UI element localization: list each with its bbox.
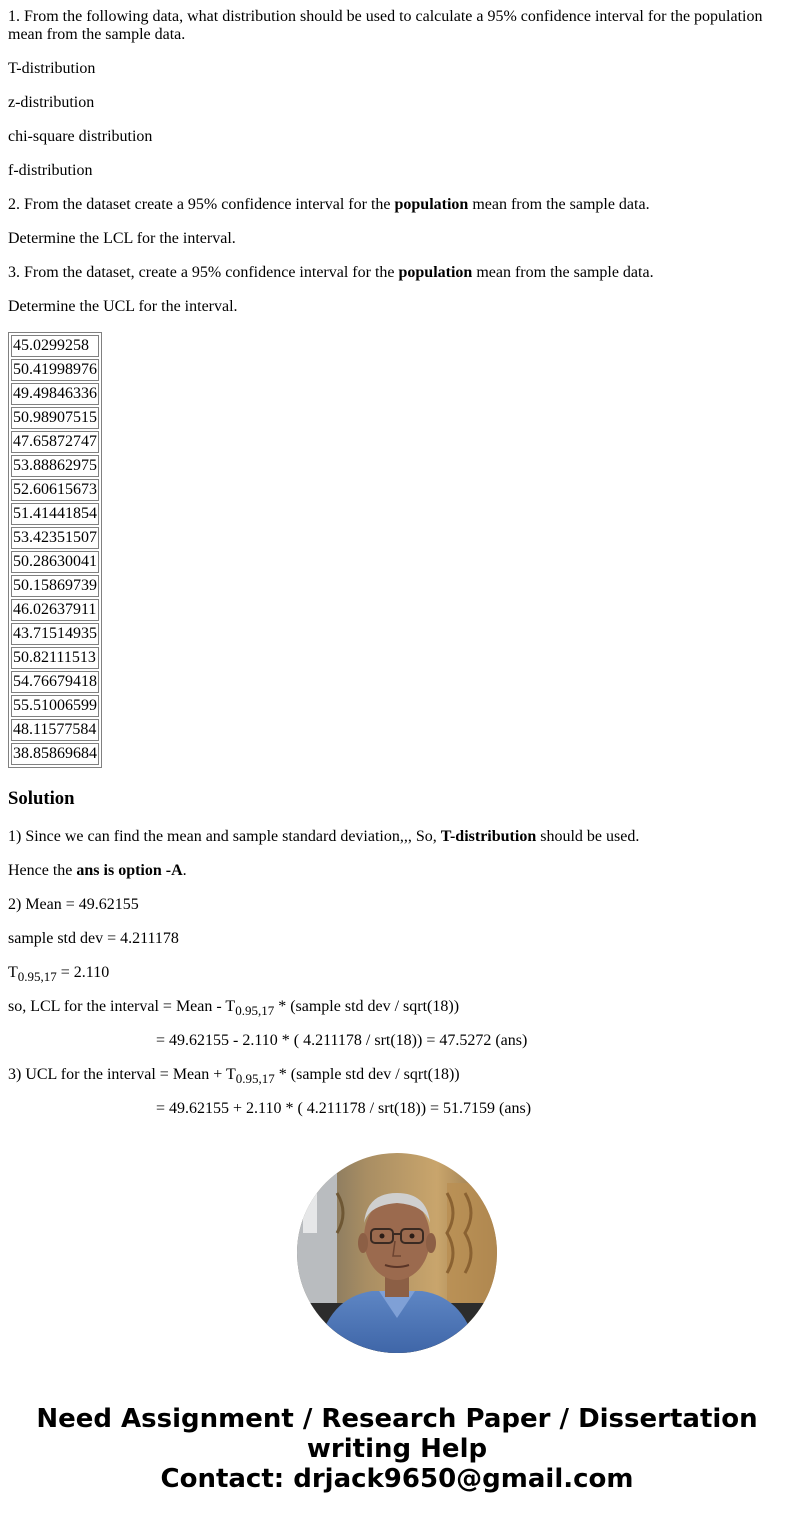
question-2: 2. From the dataset create a 95% confidence interval for the population mean from the sample data. <box>8 196 650 213</box>
data-cell: 54.76679418 <box>11 671 99 693</box>
question-3-instruction: Determine the UCL for the interval. <box>8 298 238 315</box>
dataset-table <box>8 332 102 768</box>
solution-1: 1) Since we can find the mean and sample standard deviation,,, So, T-distribution should be used. <box>8 828 640 845</box>
table-row <box>11 407 99 429</box>
solution-lcl-formula: so, LCL for the interval = Mean - $T_{0.95,17}$ * (sample std dev / sqrt(18)) <box>8 998 460 1018</box>
portrait-image <box>297 1153 497 1353</box>
table-row <box>11 719 99 741</box>
data-cell: 46.02637911 <box>11 599 99 621</box>
data-cell: 51.41441854 <box>11 503 99 525</box>
footer-advert <box>0 1404 794 1494</box>
data-cell: 53.88862975 <box>11 455 99 477</box>
table-row <box>11 479 99 501</box>
footer-line-1: Need Assignment / Research Paper / Dissertation <box>36 1404 758 1434</box>
solution-ucl-calc: = 49.62155 + 2.110 * ( 4.211178 / srt(18)) = 51.7159 (ans) <box>156 1100 532 1117</box>
document-body <box>8 8 786 1134</box>
table-row <box>11 383 99 405</box>
table-row <box>11 647 99 669</box>
option-a: T-distribution <box>8 60 96 77</box>
data-cell: 47.65872747 <box>11 431 99 453</box>
table-row <box>11 455 99 477</box>
table-row <box>11 527 99 549</box>
solution-lcl-calc: = 49.62155 - 2.110 * ( 4.211178 / srt(18)) = 47.5272 (ans) <box>156 1032 528 1049</box>
data-cell: 55.51006599 <box>11 695 99 717</box>
data-cell: 50.28630041 <box>11 551 99 573</box>
table-row <box>11 671 99 693</box>
data-cell: 50.82111513 <box>11 647 99 669</box>
option-c: chi-square distribution <box>8 128 153 145</box>
data-cell: 50.15869739 <box>11 575 99 597</box>
table-row <box>11 335 99 357</box>
data-cell: 43.71514935 <box>11 623 99 645</box>
option-d: f-distribution <box>8 162 93 179</box>
option-b: z-distribution <box>8 94 95 111</box>
question-1: 1. From the following data, what distribution should be used to calculate a 95% confidence interval for the population mean from the sample data. <box>8 8 763 43</box>
table-row <box>11 503 99 525</box>
data-cell: 53.42351507 <box>11 527 99 549</box>
table-row <box>11 431 99 453</box>
table-row <box>11 575 99 597</box>
data-cell: 49.49846336 <box>11 383 99 405</box>
solution-t-value: $T_{0.95,17} = 2.110$ <box>8 964 110 984</box>
solution-mean: 2) Mean = 49.62155 <box>8 896 139 913</box>
table-row <box>11 551 99 573</box>
table-row <box>11 359 99 381</box>
data-cell: 52.60615673 <box>11 479 99 501</box>
table-row <box>11 743 99 765</box>
solution-ucl-formula: 3) UCL for the interval = Mean + $T_{0.95,17}$ * (sample std dev / sqrt(18)) <box>8 1066 460 1086</box>
data-cell: 48.11577584 <box>11 719 99 741</box>
solution-std-dev: sample std dev = 4.211178 <box>8 930 179 947</box>
footer-line-2: writing Help <box>306 1434 488 1464</box>
author-avatar <box>297 1153 497 1353</box>
footer-contact: Contact: drjack9650@gmail.com <box>160 1464 634 1494</box>
table-row <box>11 623 99 645</box>
data-cell: 45.0299258 <box>11 335 99 357</box>
table-row <box>11 599 99 621</box>
data-cell: 50.98907515 <box>11 407 99 429</box>
question-3: 3. From the dataset, create a 95% confidence interval for the population mean from the sample data. <box>8 264 654 281</box>
table-row <box>11 695 99 717</box>
data-cell: 38.85869684 <box>11 743 99 765</box>
data-cell: 50.41998976 <box>11 359 99 381</box>
solution-1-answer: Hence the ans is option -A. <box>8 862 187 879</box>
question-2-instruction: Determine the LCL for the interval. <box>8 230 236 247</box>
solution-heading: Solution <box>8 788 75 809</box>
